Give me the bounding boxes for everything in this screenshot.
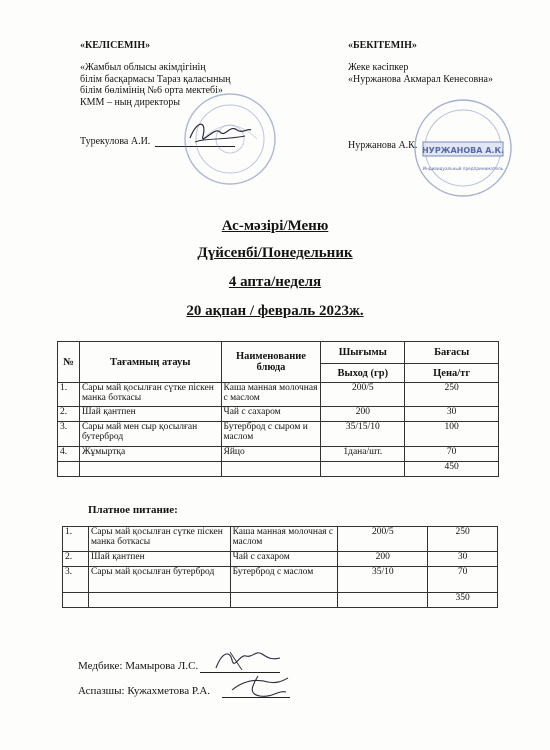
approve-left-heading: «КЕЛІСЕМІН»: [80, 40, 151, 51]
row-name-ru: Каша манная молочная с маслом: [221, 383, 321, 407]
row-num: 2.: [63, 552, 89, 567]
row-name-ru: Бутерброд с сыром и маслом: [221, 422, 321, 447]
menu-title: Ас-мәзірі/Меню: [221, 218, 329, 234]
row-num: 2.: [58, 407, 80, 422]
total-price: 350: [428, 593, 498, 608]
total-price: 450: [405, 462, 499, 477]
stamp-brand-text: НУРЖАНОВА А.К.: [421, 146, 505, 155]
approve-right-org: [348, 62, 528, 85]
row-num: 4.: [58, 447, 80, 462]
header-price-ru: Цена/тг: [405, 364, 499, 383]
header-price-kz: Бағасы: [405, 342, 499, 364]
approve-left-line: «Жамбыл облысы әкімдігінің: [80, 62, 206, 73]
row-yield: 200: [338, 552, 428, 567]
row-price: 30: [428, 552, 498, 567]
table-row: [63, 552, 498, 567]
table-row: [58, 407, 499, 422]
table-row: [58, 383, 499, 407]
row-yield: 35/15/10: [321, 422, 405, 447]
cook-signature: [228, 672, 290, 702]
header-yield-kz: Шығымы: [321, 342, 405, 364]
row-name-kz: Сары май қосылған сүтке піскен манка боткасы: [88, 527, 230, 552]
approve-left-line: КММ – ның директоры: [80, 96, 180, 108]
row-yield: 200/5: [338, 527, 428, 552]
approve-right-signer: Нуржанова А.К.: [348, 140, 418, 151]
row-name-kz: Шай қантпен: [88, 552, 230, 567]
approve-right-line: Жеке кәсіпкер: [348, 62, 409, 73]
row-num: 3.: [63, 567, 89, 593]
day-title: Дүйсенбі/Понедельник: [197, 245, 353, 261]
row-price: 30: [405, 407, 499, 422]
row-price: 250: [405, 383, 499, 407]
header-num: №: [58, 342, 80, 383]
header-name-kz: Тағамның атауы: [79, 342, 221, 383]
row-name-ru: Яйцо: [221, 447, 321, 462]
row-name-kz: Жұмыртқа: [79, 447, 221, 462]
table-row: [63, 527, 498, 552]
cook-signer: Аспазшы: Кужахметова Р.А.: [78, 685, 211, 697]
approve-right-line: «Нуржанова Акмарал Кенесовна»: [348, 73, 493, 85]
row-name-ru: Каша манная молочная с маслом: [230, 527, 338, 552]
header-name-ru: Наименование блюда: [221, 342, 321, 383]
row-name-kz: Шай қантпен: [79, 407, 221, 422]
nurse-signer: Медбике: Мамырова Л.С.: [78, 660, 199, 672]
menu-table: [57, 341, 499, 477]
total-row: [63, 593, 498, 608]
approve-left-signer: Турекулова А.И.: [80, 136, 151, 147]
row-price: 70: [428, 567, 498, 593]
table-row: [58, 447, 499, 462]
row-name-ru: Бутерброд с маслом: [230, 567, 338, 593]
date-title: 20 ақпан / февраль 2023ж.: [186, 303, 364, 319]
row-yield: 1дана/шт.: [321, 447, 405, 462]
approve-right-heading: «БЕКІТЕМІН»: [348, 40, 417, 51]
row-price: 100: [405, 422, 499, 447]
approve-left-line: білім бөлімінің №6 орта мектебі»: [80, 85, 223, 96]
total-row: [58, 462, 499, 477]
director-signature: [185, 118, 255, 148]
row-name-kz: Сары май қосылған сүтке піскен манка боткасы: [79, 383, 221, 407]
paid-table: [62, 526, 498, 608]
approve-left-line: білім басқармасы Тараз қаласының: [80, 73, 231, 85]
row-num: 1.: [58, 383, 80, 407]
nurse-signature: [212, 646, 282, 674]
table-row: [58, 422, 499, 447]
row-price: 250: [428, 527, 498, 552]
header-yield-ru: Выход (гр): [321, 364, 405, 383]
row-name-kz: Сары май қосылған бутерброд: [88, 567, 230, 593]
row-yield: 35/10: [338, 567, 428, 593]
entrepreneur-stamp: [413, 98, 513, 198]
paid-meals-label: Платное питание:: [88, 504, 178, 516]
week-title: 4 апта/неделя: [228, 274, 322, 290]
row-name-kz: Сары май мен сыр қосылған бутерброд: [79, 422, 221, 447]
row-num: 1.: [63, 527, 89, 552]
table-row: [63, 567, 498, 593]
row-num: 3.: [58, 422, 80, 447]
row-yield: 200/5: [321, 383, 405, 407]
row-name-ru: Чай с сахаром: [221, 407, 321, 422]
stamp-role-text: Индивидуальный предприниматель: [422, 166, 504, 171]
row-price: 70: [405, 447, 499, 462]
row-yield: 200: [321, 407, 405, 422]
row-name-ru: Чай с сахаром: [230, 552, 338, 567]
